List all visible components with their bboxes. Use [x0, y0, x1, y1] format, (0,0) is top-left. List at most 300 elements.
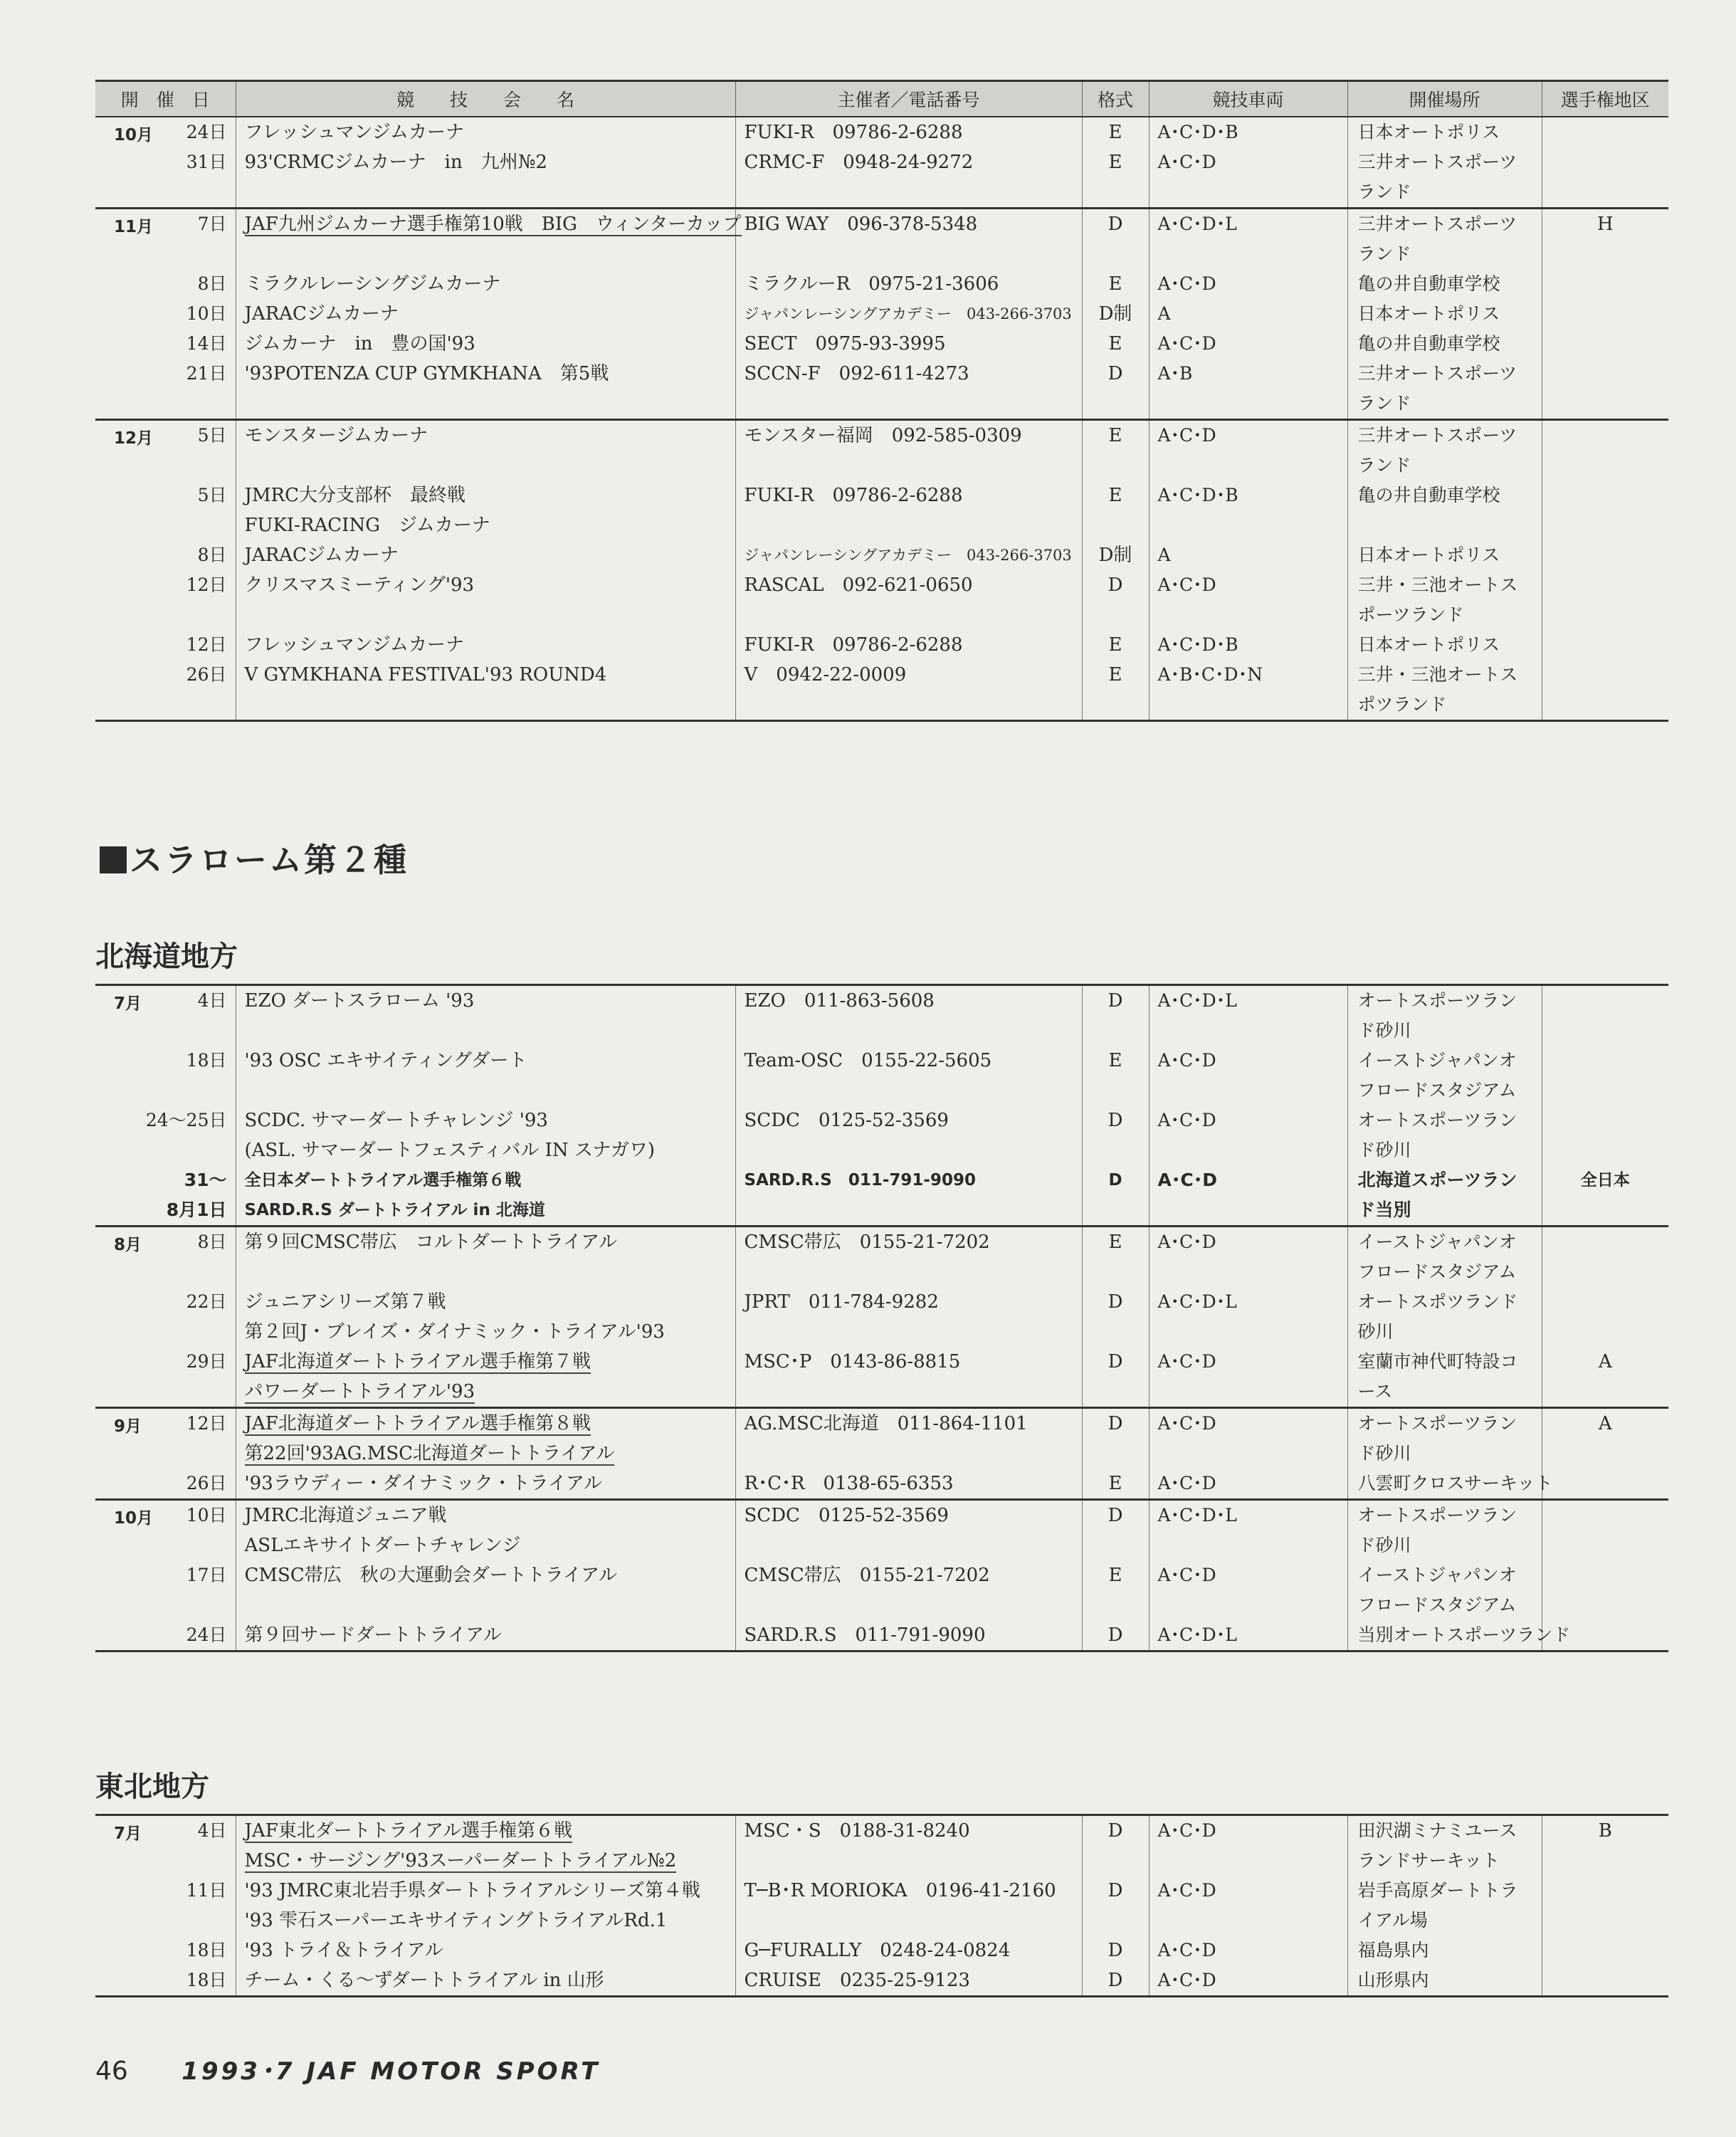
cell-text: FUKI-R 09786-2-6288 [744, 485, 963, 506]
format-cell [1082, 1408, 1149, 1500]
vehicles-cell [1149, 1816, 1347, 1997]
cell-line [95, 1469, 236, 1498]
organizer-cell [735, 986, 1082, 1227]
magazine-title: 1993･7 JAF MOTOR SPORT [182, 2057, 601, 2086]
cell-line [1083, 1257, 1149, 1287]
cell-line [736, 389, 1082, 419]
cell-line [1542, 1165, 1669, 1195]
cell-line [1542, 1590, 1669, 1620]
cell-line [1542, 239, 1669, 269]
cell-text: 4日 [197, 1820, 227, 1841]
cell-line [1348, 1377, 1542, 1407]
cell-line [1083, 1620, 1149, 1650]
cell-line [736, 1016, 1082, 1046]
cell-line [236, 1620, 735, 1650]
cell-line [95, 1347, 236, 1377]
cell-text: 三井オートスポーツ [1357, 425, 1517, 446]
cell-text: JMRC大分支部杯 最終戦 [244, 485, 466, 506]
vehicles-cell [1149, 1227, 1347, 1408]
cell-text: E [1108, 1565, 1122, 1586]
cell-line [236, 1347, 735, 1377]
cell-text: A･C･D･L [1157, 214, 1237, 234]
cell-line [236, 1257, 735, 1287]
cell-text: 31日 [186, 152, 227, 172]
organizer-cell [735, 209, 1082, 420]
cell-line [1542, 1501, 1669, 1530]
cell-text: 第９回CMSC帯広 コルトダートトライアル [244, 1232, 618, 1253]
cell-line [1542, 630, 1669, 660]
cell-text: A [1157, 303, 1171, 324]
region-heading-tohoku: 東北地方 [95, 1770, 209, 1803]
cell-line [1542, 1936, 1669, 1965]
cell-line [1542, 481, 1669, 510]
cell-line [736, 209, 1082, 239]
cell-line [1150, 1965, 1347, 1995]
cell-text: A･C･D [1157, 1565, 1216, 1585]
cell-text: MSC・サージング'93スーパーダートトライアル№2 [244, 1850, 677, 1871]
cell-text: D [1108, 1820, 1123, 1842]
cell-line [1150, 451, 1347, 481]
cell-line [1542, 1560, 1669, 1590]
cell-line [1348, 209, 1542, 239]
cell-line [736, 1046, 1082, 1076]
header-event-name: 競 技 会 名 [236, 81, 735, 117]
cell-line [1542, 177, 1669, 207]
cell-line [1083, 986, 1149, 1016]
date-cell [95, 986, 236, 1227]
cell-text: A･C･D [1157, 1940, 1216, 1960]
format-cell [1082, 1816, 1149, 1997]
cell-line [1083, 1439, 1149, 1469]
cell-line [1348, 1165, 1542, 1195]
cell-line [736, 1620, 1082, 1650]
cell-text: 11日 [186, 1880, 227, 1901]
cell-text: SARD.R.S 011-791-9090 [744, 1171, 976, 1190]
cell-line [1083, 1530, 1149, 1560]
cell-line [736, 630, 1082, 660]
cell-line [1083, 177, 1149, 207]
cell-text: D [1108, 990, 1123, 1012]
cell-line [1083, 540, 1149, 570]
cell-text: ド砂川 [1357, 1443, 1411, 1464]
cell-line [1542, 1257, 1669, 1287]
cell-line [95, 1620, 236, 1650]
cell-line [1150, 421, 1347, 451]
event-name-cell [236, 1816, 735, 1997]
cell-line [1348, 451, 1542, 481]
cell-text: A･C･D [1157, 1413, 1216, 1434]
cell-line [1083, 1317, 1149, 1347]
cell-text: ジャパンレーシングアカデミー 043-266-3703 [744, 547, 1072, 564]
cell-line [1348, 177, 1542, 207]
cell-line [95, 481, 236, 510]
cell-text: 室蘭市神代町特設コ [1357, 1351, 1518, 1372]
month-group [95, 420, 1668, 721]
cell-text: オートスポーツラン [1357, 1505, 1517, 1526]
cell-text: SCDC. サマーダートチャレンジ '93 [244, 1110, 548, 1131]
date-cell [95, 1408, 236, 1500]
cell-line [236, 1530, 735, 1560]
month-group [95, 1816, 1668, 1997]
cell-text: E [1108, 1050, 1122, 1071]
cell-text: A [1598, 1351, 1612, 1372]
cell-line [736, 1106, 1082, 1135]
cell-text: クリスマスミーティング'93 [244, 574, 475, 596]
cell-line [236, 660, 735, 690]
championship-cell [1542, 1408, 1668, 1500]
cell-line [95, 1076, 236, 1106]
cell-line [1150, 1076, 1347, 1106]
cell-line [1150, 1906, 1347, 1936]
cell-text: 8月1日 [166, 1199, 227, 1220]
venue-cell [1347, 209, 1542, 420]
cell-text: フレッシュマンジムカーナ [244, 634, 464, 656]
cell-text: フロードスタジアム [1357, 1080, 1517, 1101]
cell-line [95, 1936, 236, 1965]
cell-line [1150, 1377, 1347, 1407]
cell-line [736, 1377, 1082, 1407]
cell-line [1150, 1501, 1347, 1530]
cell-line [1348, 510, 1542, 540]
month-group [95, 209, 1668, 420]
cell-line [1348, 389, 1542, 419]
cell-line [236, 421, 735, 451]
cell-text: A･C･D [1157, 1473, 1216, 1493]
cell-text: A･C･D･L [1157, 1291, 1237, 1312]
venue-cell [1347, 986, 1542, 1227]
cell-line [1083, 1195, 1149, 1225]
cell-line [95, 1965, 236, 1995]
cell-line [236, 1469, 735, 1498]
cell-line [1348, 1317, 1542, 1347]
cell-text: 24〜25日 [145, 1110, 227, 1130]
cell-line [1542, 421, 1669, 451]
cell-line [736, 1347, 1082, 1377]
cell-line [1348, 421, 1542, 451]
month-group [95, 1227, 1668, 1408]
cell-line [236, 1936, 735, 1965]
cell-line [95, 1317, 236, 1347]
cell-line [95, 1560, 236, 1590]
cell-line [736, 1195, 1082, 1225]
cell-line [1542, 600, 1669, 630]
cell-text: ド砂川 [1357, 1535, 1411, 1555]
month-label: 8月 [114, 1236, 142, 1254]
cell-line [95, 1135, 236, 1165]
cell-line [236, 1846, 735, 1876]
cell-text: ランドサーキット [1357, 1850, 1500, 1871]
cell-line [95, 1439, 236, 1469]
championship-cell [1542, 420, 1668, 721]
cell-text: R･C･R 0138-65-6353 [744, 1473, 954, 1494]
cell-line [236, 1409, 735, 1439]
date-cell [95, 117, 236, 209]
cell-text: D [1108, 214, 1123, 235]
cell-line [95, 1906, 236, 1936]
events-table-tohoku [95, 1816, 1668, 1997]
cell-line [1083, 1227, 1149, 1257]
cell-line [736, 1227, 1082, 1257]
venue-cell [1347, 1227, 1542, 1408]
cell-line [95, 177, 236, 207]
cell-text: オートスポツランド [1357, 1291, 1518, 1312]
cell-text: A･C･D [1157, 1351, 1216, 1372]
cell-text: 18日 [186, 1970, 227, 1990]
cell-line [1150, 1227, 1347, 1257]
cell-line [236, 510, 735, 540]
format-cell [1082, 1500, 1149, 1652]
cell-line [1542, 269, 1669, 299]
cell-line [1542, 209, 1669, 239]
cell-line [1083, 1046, 1149, 1076]
cell-text: D [1108, 1171, 1122, 1190]
cell-text: オートスポーツラン [1357, 990, 1517, 1011]
cell-text: 日本オートポリス [1357, 634, 1500, 655]
cell-line [1348, 660, 1542, 690]
cell-text: ランド [1357, 243, 1411, 264]
cell-line [95, 269, 236, 299]
cell-text: V GYMKHANA FESTIVAL'93 ROUND4 [244, 664, 607, 686]
cell-line [736, 299, 1082, 329]
cell-line [1083, 451, 1149, 481]
region-heading-hokkaido: 北海道地方 [95, 940, 238, 973]
cell-text: フロードスタジアム [1357, 1261, 1517, 1282]
cell-text: 12日 [186, 634, 227, 655]
format-cell [1082, 1227, 1149, 1408]
cell-line [1542, 451, 1669, 481]
cell-text: A･C･D [1157, 1880, 1216, 1901]
cell-text: 第22回'93AG.MSC北海道ダートトライアル [244, 1443, 615, 1464]
section-title: スラローム第２種 [100, 834, 409, 881]
cell-line [1348, 299, 1542, 329]
cell-text: イーストジャパンオ [1357, 1565, 1517, 1585]
cell-line [236, 329, 735, 359]
cell-line [1348, 1936, 1542, 1965]
cell-line [95, 1530, 236, 1560]
cell-line [1150, 660, 1347, 690]
cell-line [1348, 1195, 1542, 1225]
cell-text: 亀の井自動車学校 [1357, 273, 1500, 294]
cell-line [1150, 1439, 1347, 1469]
cell-text: G─FURALLY 0248-24-0824 [744, 1940, 1011, 1961]
cell-text: 8日 [197, 273, 227, 294]
cell-line [736, 147, 1082, 177]
cell-text: ド砂川 [1357, 1020, 1411, 1041]
cell-text: ド砂川 [1357, 1140, 1411, 1160]
cell-line [1150, 1560, 1347, 1590]
cell-line [1542, 1530, 1669, 1560]
cell-line [1083, 389, 1149, 419]
cell-line [736, 660, 1082, 690]
cell-line [1083, 1846, 1149, 1876]
cell-text: 亀の井自動車学校 [1357, 485, 1500, 505]
cell-line [1083, 1287, 1149, 1317]
cell-text: 日本オートポリス [1357, 122, 1500, 142]
cell-line [736, 570, 1082, 600]
cell-line [236, 177, 735, 207]
cell-text: Team-OSC 0155-22-5605 [744, 1050, 992, 1071]
cell-text: フレッシュマンジムカーナ [244, 122, 464, 143]
cell-text: ランド [1357, 393, 1411, 414]
cell-line [1083, 147, 1149, 177]
cell-text: 93'CRMCジムカーナ in 九州№2 [244, 152, 547, 173]
cell-line [1150, 1530, 1347, 1560]
cell-line [236, 1227, 735, 1257]
cell-line [236, 1876, 735, 1906]
cell-line [95, 1257, 236, 1287]
cell-line [1348, 269, 1542, 299]
cell-text: ド当別 [1357, 1199, 1411, 1220]
cell-text: 田沢湖ミナミユース [1357, 1820, 1517, 1841]
cell-line [1083, 329, 1149, 359]
cell-text: モンスタージムカーナ [244, 425, 428, 446]
events-table-hokkaido [95, 986, 1668, 1652]
cell-line [1348, 359, 1542, 389]
cell-text: JMRC北海道ジュニア戦 [244, 1505, 447, 1526]
cell-line [95, 1846, 236, 1876]
cell-line [1150, 239, 1347, 269]
cell-line [736, 1257, 1082, 1287]
cell-line [1150, 269, 1347, 299]
cell-line [1542, 329, 1669, 359]
cell-line [736, 600, 1082, 630]
page-footer [95, 2052, 600, 2086]
cell-text: E [1108, 333, 1122, 355]
cell-text: EZO ダートスラローム '93 [244, 990, 475, 1012]
cell-text: 12日 [186, 1413, 227, 1434]
cell-line [236, 1016, 735, 1046]
cell-line [1150, 1135, 1347, 1165]
vehicles-cell [1149, 1500, 1347, 1652]
cell-line [1083, 510, 1149, 540]
cell-line [1348, 1846, 1542, 1876]
cell-line [1083, 1501, 1149, 1530]
cell-text: 全日本 [1580, 1171, 1630, 1190]
cell-text: '93 JMRC東北岩手県ダートトライアルシリーズ第４戦 [244, 1880, 700, 1901]
cell-line [236, 451, 735, 481]
cell-text: 5日 [197, 485, 227, 505]
cell-line [95, 690, 236, 720]
cell-line [736, 1530, 1082, 1560]
cell-text: E [1108, 1232, 1122, 1253]
cell-text: 当別オートスポーツランド [1357, 1624, 1571, 1645]
cell-line [1083, 269, 1149, 299]
cell-text: 三井オートスポーツ [1357, 152, 1517, 172]
cell-text: モンスター福岡 092-585-0309 [744, 425, 1022, 446]
cell-line [1348, 1560, 1542, 1590]
cell-text: 10日 [186, 303, 227, 324]
cell-line [1348, 1347, 1542, 1377]
cell-line [236, 1076, 735, 1106]
cell-line [1083, 1076, 1149, 1106]
cell-text: MSC・S 0188-31-8240 [744, 1820, 970, 1842]
cell-text: 三井オートスポーツ [1357, 214, 1517, 234]
cell-line [736, 1816, 1082, 1846]
cell-line [1083, 600, 1149, 630]
event-name-cell [236, 1500, 735, 1652]
cell-text: SCCN-F 092-611-4273 [744, 363, 969, 384]
cell-line [1083, 239, 1149, 269]
cell-line [1083, 1560, 1149, 1590]
cell-line [1542, 510, 1669, 540]
cell-line [1083, 481, 1149, 510]
month-label: 10月 [114, 1509, 154, 1528]
format-cell [1082, 986, 1149, 1227]
cell-line [736, 1846, 1082, 1876]
cell-text: A･C･D [1157, 1820, 1216, 1841]
cell-line [1348, 1620, 1571, 1650]
cell-text: '93 トライ＆トライアル [244, 1940, 443, 1961]
cell-line [236, 1816, 735, 1846]
cell-text: E [1108, 122, 1122, 143]
cell-text: 31〜 [184, 1170, 227, 1190]
cell-line [1150, 1409, 1347, 1439]
cell-text: D [1108, 1880, 1123, 1901]
cell-line [736, 540, 1082, 570]
cell-line [95, 1876, 236, 1906]
cell-line [1150, 510, 1347, 540]
cell-text: RASCAL 092-621-0650 [744, 574, 973, 596]
cell-line [1542, 147, 1669, 177]
cell-text: A･C･D [1157, 1232, 1216, 1252]
cell-line [236, 1501, 735, 1530]
venue-cell [1347, 1816, 1542, 1997]
cell-text: 全日本ダートトライアル選手権第６戦 [244, 1171, 522, 1190]
cell-line [1150, 389, 1347, 419]
cell-line [1083, 421, 1149, 451]
cell-line [95, 147, 236, 177]
cell-line [95, 630, 236, 660]
cell-line [236, 630, 735, 660]
cell-line [236, 1135, 735, 1165]
cell-text: B [1598, 1820, 1612, 1842]
cell-text: BIG WAY 096-378-5348 [744, 214, 978, 235]
cell-text: A･C･D･L [1157, 1624, 1237, 1645]
cell-text: A･C･D･B [1157, 634, 1238, 655]
cell-text: 北海道スポーツラン [1357, 1170, 1517, 1190]
cell-line [236, 1965, 735, 1995]
cell-line [1150, 1195, 1347, 1225]
cell-line [1542, 1106, 1669, 1135]
cell-text: V 0942-22-0009 [744, 664, 907, 686]
cell-text: A [1157, 545, 1171, 565]
cell-text: A･C･D･L [1157, 990, 1237, 1011]
cell-line [1150, 359, 1347, 389]
cell-line [1083, 690, 1149, 720]
cell-line [1083, 117, 1149, 147]
organizer-cell [735, 1227, 1082, 1408]
cell-text: 26日 [186, 1473, 227, 1493]
cell-line [736, 510, 1082, 540]
cell-line [1542, 1816, 1669, 1846]
cell-line [736, 269, 1082, 299]
format-cell [1082, 209, 1149, 420]
cell-text: FUKI-RACING ジムカーナ [244, 515, 490, 536]
cell-text: A･C･D [1157, 425, 1216, 446]
cell-line [236, 1106, 735, 1135]
cell-text: A･C･D･B [1157, 485, 1238, 505]
cell-line [1542, 1469, 1669, 1498]
cell-text: CRUISE 0235-25-9123 [744, 1970, 970, 1991]
cell-line [95, 1016, 236, 1046]
cell-line [1083, 1936, 1149, 1965]
cell-text: A･C･D [1157, 1050, 1216, 1071]
cell-line [1150, 690, 1347, 720]
date-cell [95, 1227, 236, 1408]
cell-text: チーム・くる〜ずダートトライアル in 山形 [244, 1970, 604, 1991]
cell-text: D [1108, 574, 1123, 596]
cell-line [1150, 1106, 1347, 1135]
